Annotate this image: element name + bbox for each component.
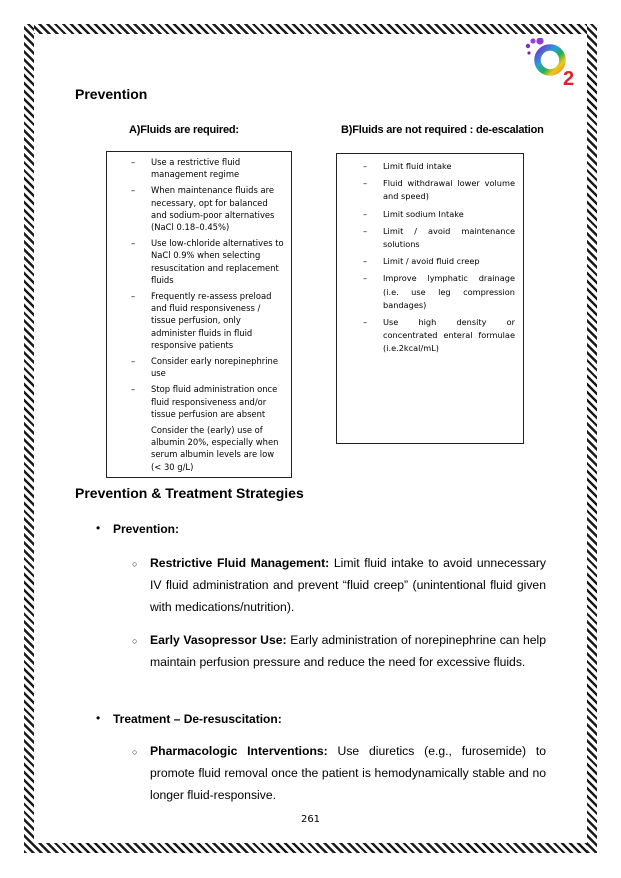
o2-logo-icon (524, 38, 580, 88)
list-item: – Consider early norepinephrine use (131, 356, 279, 379)
list-item: – When maintenance fluids are necessary, opt for balanced and sodium-poor alternatives (NaCl 0.18–0.45%) (131, 185, 275, 233)
list-item: Consider the (early) use of albumin 20%, especially when serum albumin levels are low (< 30 g/L) (151, 425, 279, 472)
circle-bullet-icon: ○ (132, 636, 138, 646)
heading-strategies: Prevention & Treatment Strategies (75, 485, 304, 501)
o2-logo-subscript: 2 (563, 68, 575, 88)
dash-bullet: – (363, 208, 368, 219)
list-item: – Stop fluid administration once fluid responsiveness and/or tissue perfusion are absent (131, 384, 278, 419)
dash-bullet: – (131, 238, 136, 249)
dash-bullet: – (131, 356, 136, 367)
list-item: – Use high density or concentrated enteral formulae (i.e.2kcal/mL) (363, 317, 515, 354)
dash-bullet: – (363, 317, 368, 328)
list-item: – Use a restrictive fluid management regime (131, 157, 241, 180)
dash-bullet: – (363, 273, 368, 284)
page-border-left (24, 24, 34, 853)
list-item: – Limit / avoid maintenance solutions (363, 225, 515, 250)
heading-prevention: Prevention (75, 86, 148, 102)
dash-bullet: – (131, 384, 136, 395)
page-border-right (587, 24, 597, 853)
dash-bullet: – (363, 178, 368, 189)
dash-bullet: – (363, 161, 368, 171)
dash-bullet: – (131, 157, 136, 167)
list-item: – Limit / avoid fluid creep (363, 255, 515, 268)
list-item: – Improve lymphatic drainage (i.e. use leg compression bandages) (363, 273, 515, 310)
circle-bullet-icon: ○ (132, 559, 138, 569)
page-border-top (24, 24, 597, 34)
list-item: – Limit fluid intake (363, 160, 515, 173)
dash-bullet: – (363, 256, 368, 267)
column-b-title: B)Fluids are not required : de-escalation (341, 124, 544, 136)
restrictive-fluid-paragraph: Restrictive Fluid Management: Limit fluid intake to avoid unnecessary IV fluid administration and prevent “fluid creep” (unintentional fluid given with medications/nutrition). (150, 556, 546, 614)
bullet-icon: • (96, 711, 101, 725)
fluids-required-box (106, 151, 292, 478)
dash-bullet: – (131, 185, 136, 196)
list-item: – Limit sodium Intake (363, 208, 515, 221)
dash-bullet: – (363, 225, 368, 236)
page-border-bottom (24, 843, 597, 853)
column-a-title: A)Fluids are required: (129, 124, 239, 136)
circle-bullet-icon: ○ (132, 747, 138, 757)
list-item: – Fluid withdrawal lower volume and speed) (363, 178, 515, 202)
early-vasopressor-paragraph: Early Vasopressor Use: Early administration of norepinephrine can help maintain perfusion pressure and reduce the need for excessive fluids. (150, 633, 547, 669)
fluids-not-required-box (336, 153, 524, 444)
pharmacologic-paragraph: Pharmacologic Interventions: Use diuretics (e.g., furosemide) to promote fluid removal once the patient is hemodynamically stable and no longer fluid-responsive. (150, 744, 546, 802)
prevention-label: Prevention: (113, 522, 180, 536)
dash-bullet: – (131, 291, 136, 302)
page-number: 261 (300, 814, 321, 825)
list-item: – Use low-chloride alternatives to NaCl 0.9% when selecting resuscitation and replacement fluids (131, 238, 284, 285)
treatment-label: Treatment – De-resuscitation: (113, 712, 282, 726)
list-item: – Frequently re-assess preload and fluid responsiveness / tissue perfusion, only administer fluids in fluid responsive patients (131, 291, 272, 350)
bullet-icon: • (96, 521, 101, 535)
